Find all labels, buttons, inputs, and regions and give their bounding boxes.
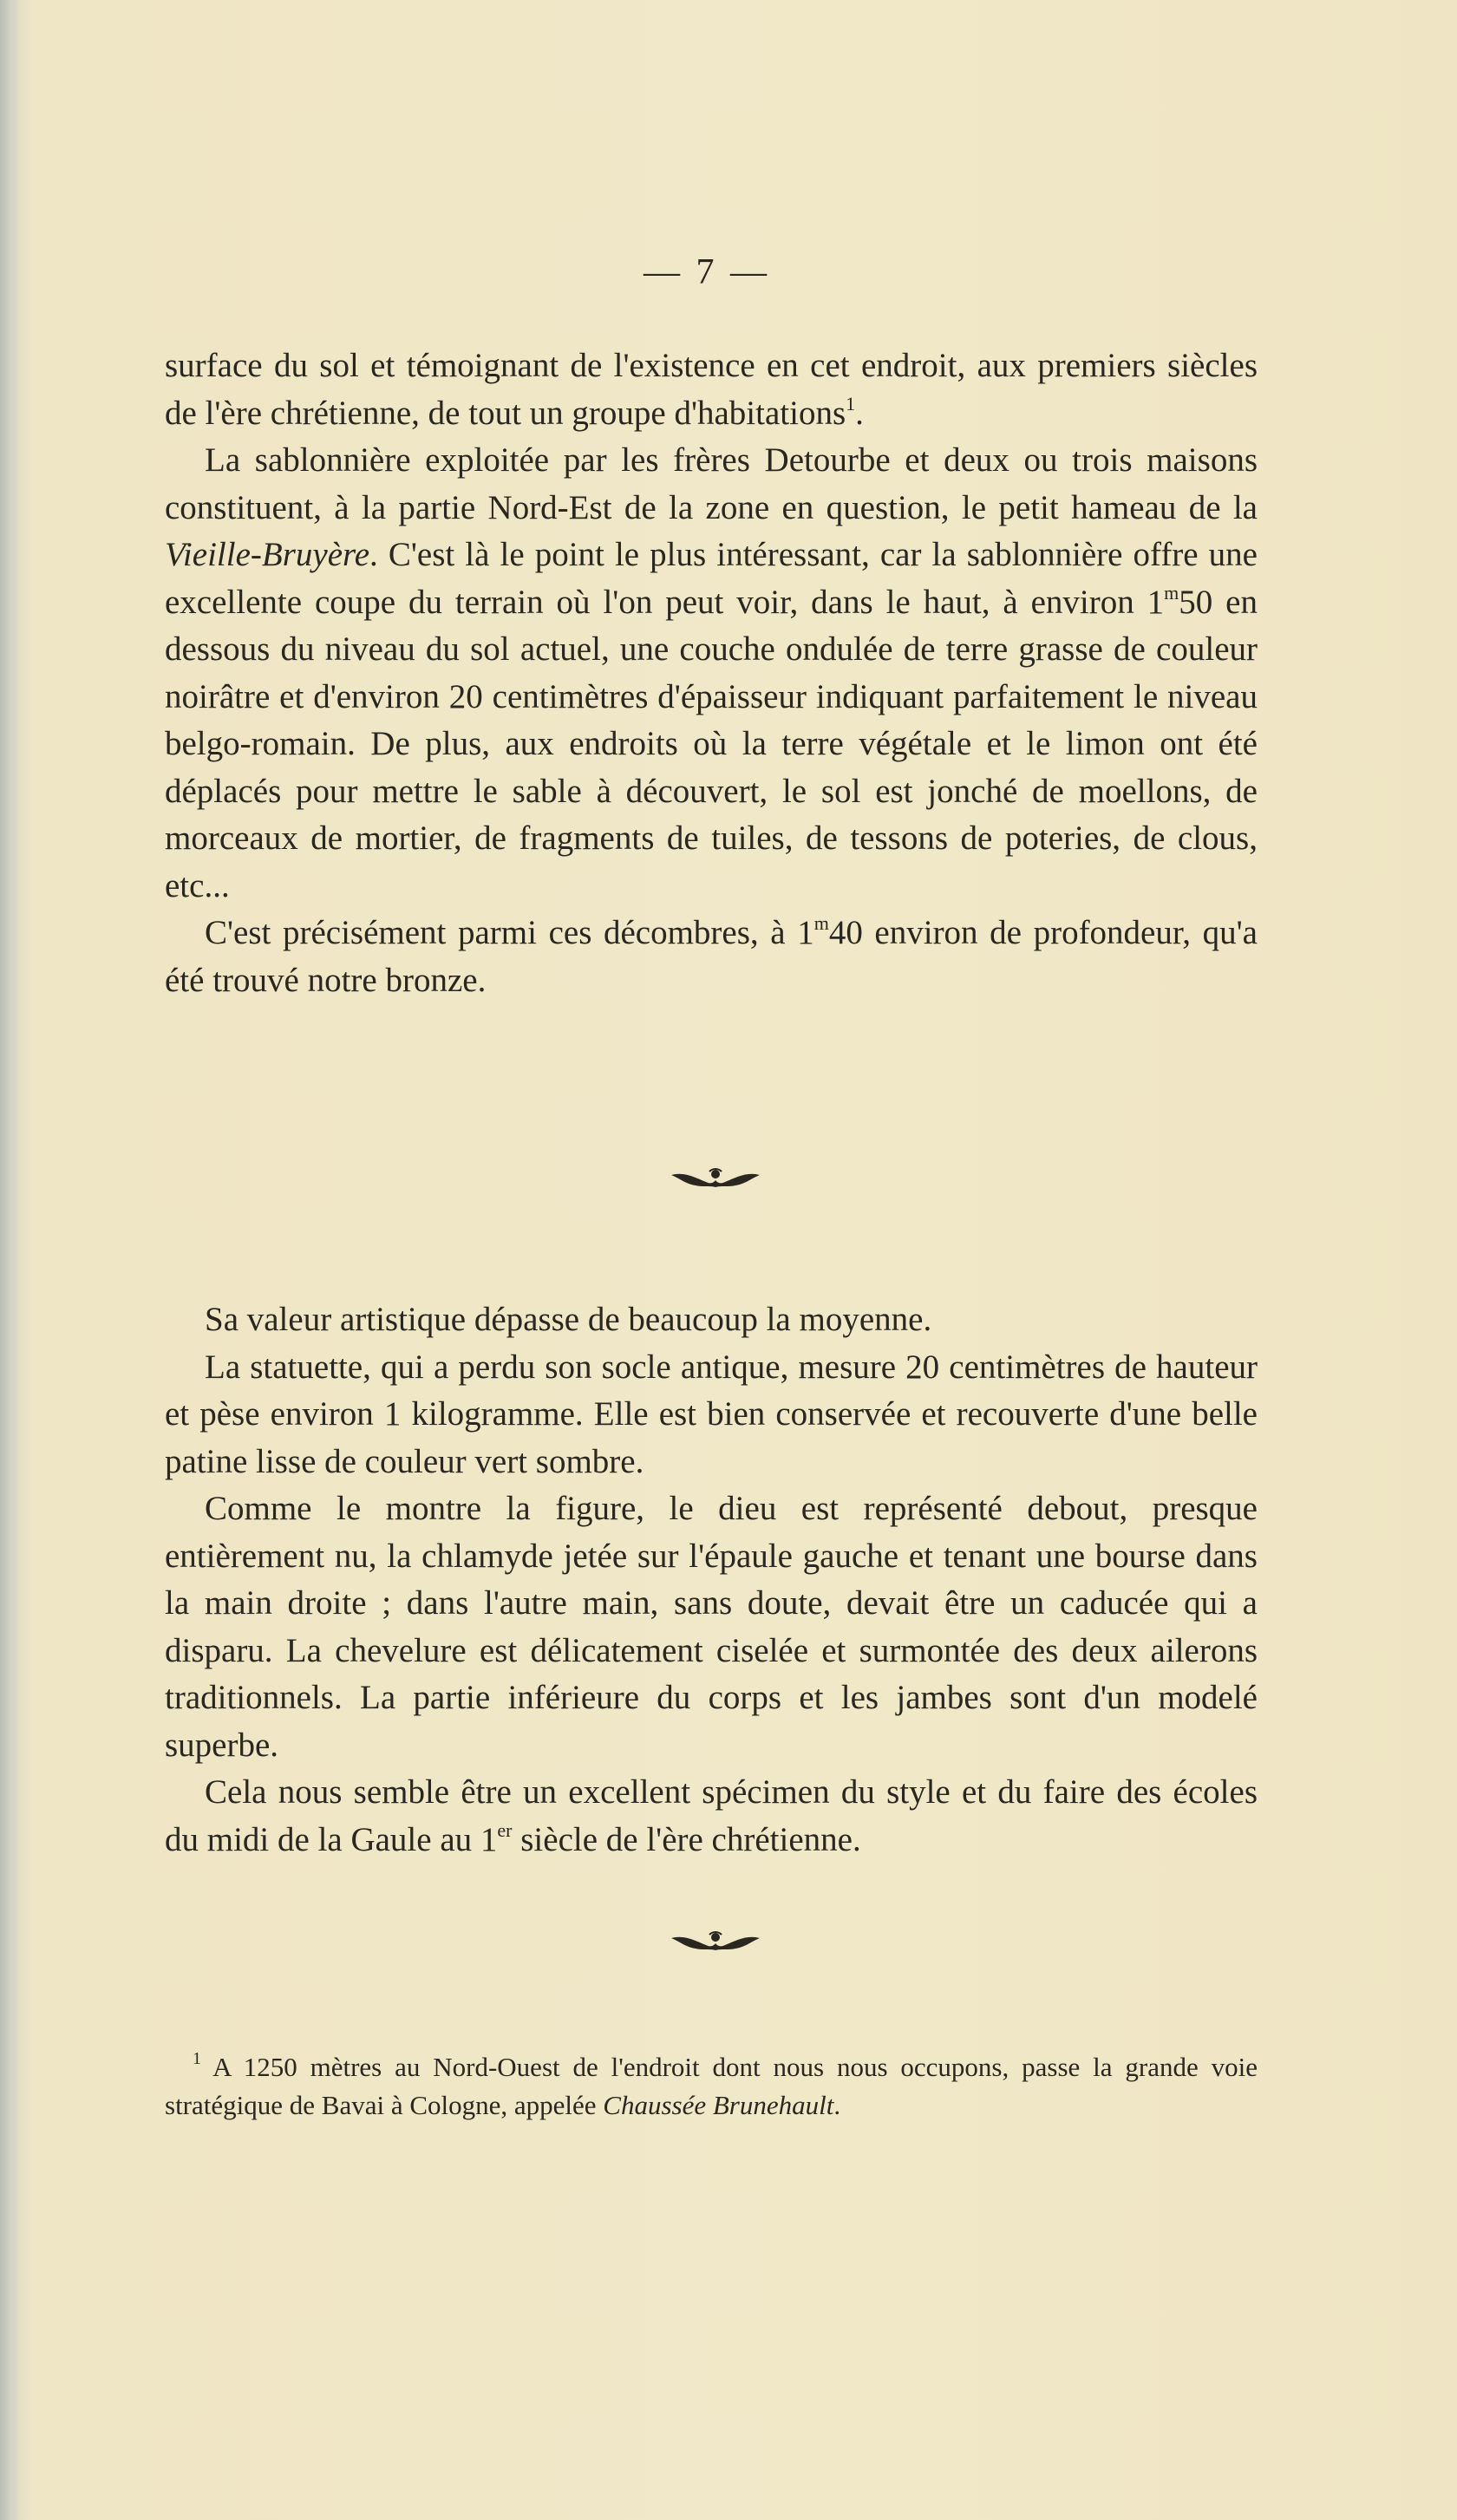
paragraph-statuette: La statuette, qui a perdu son socle antique, mesure 20 centimètres de hauteur et pèse environ 1 kilogramme. Elle est bien conservée et recouverte d'une belle patine lisse de couleur vert sombre.: [165, 1348, 1258, 1480]
footnote-reference: 1: [846, 392, 856, 415]
text-block-top: [165, 343, 1258, 1004]
paragraph-text: 50 en dessous du niveau du sol actuel, une couche ondulée de terre grasse de couleur noirâtre et d'environ 20 centimètres d'épaisseur indiquant parfaitement le niveau belgo-romain. De plus, aux endroits où la terre végétale et le limon ont été déplacés pour mettre le sable à découvert, le sol est jonché de moellons, de morceaux de mortier, de fragments de tuiles, de tessons de poteries, de clous, etc...: [165, 583, 1258, 904]
unit-superscript: m: [1164, 581, 1179, 604]
fleuron-ornament: [668, 1929, 763, 1954]
paragraph-text: 40 environ de profondeur, qu'a été trouvé notre bronze.: [165, 914, 1258, 999]
paragraph-text: C'est précisément parmi ces décombres, à 1: [205, 914, 814, 951]
paragraph-continuation: [165, 343, 1258, 437]
footnote-text: [165, 2048, 1258, 2125]
paragraph-text: surface du sol et témoignant de l'existence en cet endroit, aux premiers siècles de l'ère chrétienne, de tout un groupe d'habitations: [165, 347, 1258, 432]
punctuation: .: [855, 394, 864, 432]
paragraph-figure: Comme le montre la figure, le dieu est représenté debout, presque entièrement nu, la chlamyde jetée sur l'épaule gauche et tenant une bourse dans la main droite ; dans l'autre main, sans doute, devait être un caducée qui a disparu. La chevelure est délicatement ciselée et surmontée des deux ailerons traditionnels. La partie inférieure du corps et les jambes sont d'un modelé superbe.: [165, 1490, 1258, 1764]
footnote-mark: 1: [193, 2049, 201, 2068]
page-number: — 7 —: [644, 252, 770, 292]
ordinal-superscript: er: [497, 1818, 513, 1841]
place-name: Vieille-Bruyère: [165, 536, 370, 573]
paragraph-text: Cela nous semble être un excellent spécimen du style et du faire des écoles du midi de la Gaule au 1: [165, 1773, 1258, 1858]
paragraph-valeur: Sa valeur artistique dépasse de beaucoup la moyenne.: [205, 1301, 932, 1338]
fleuron-ornament: [668, 1166, 763, 1191]
punctuation: .: [833, 2090, 841, 2120]
paragraph-text: La sablonnière exploitée par les frères Detourbe et deux ou trois maisons constituent, à la partie Nord-Est de la zone en question, le petit hameau de la: [165, 441, 1258, 526]
unit-superscript: m: [813, 912, 829, 934]
paragraph-text: . C'est là le point le plus intéressant, car la sablonnière offre une excellente coupe du terrain où l'on peut voir, dans le haut, à environ 1: [165, 536, 1258, 621]
paragraph-specimen: [165, 1769, 1258, 1864]
text-block-bottom: [165, 1296, 1258, 1864]
road-name: Chaussée Brunehault: [603, 2090, 834, 2120]
paragraph-sablonniere: [165, 437, 1258, 910]
footnote-body: A 1250 mètres au Nord-Ouest de l'endroit dont nous nous occupons, passe la grande voie stratégique de Bavai à Cologne, appelée: [165, 2052, 1258, 2120]
paragraph-decombres: [165, 910, 1258, 1004]
paragraph-text: siècle de l'ère chrétienne.: [512, 1820, 861, 1858]
footnote: [165, 2048, 1258, 2125]
binding-edge: [0, 0, 19, 2520]
